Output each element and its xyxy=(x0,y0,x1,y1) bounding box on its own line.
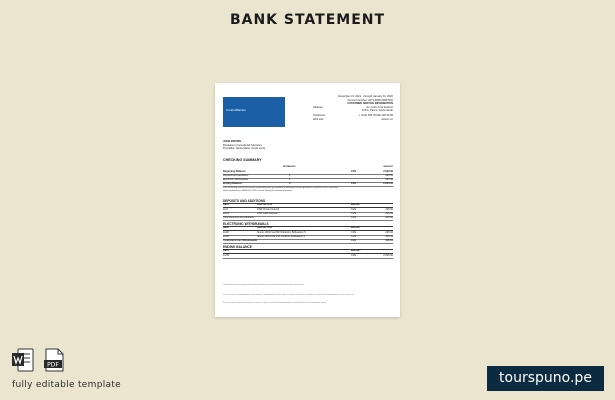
address-label: Address: xyxy=(313,105,324,109)
withdrawals-title: ELECTRONIC WITHDRAWALS xyxy=(223,222,393,227)
withdrawal-description: Suicio 10/02 Ga 803 Dofatdom Bofleasion 5 xyxy=(257,231,306,234)
fine-print: In case of errors or questions about your electronic funds transfers: call or write us at the phone number or address on the front of this statement as soon as you can. xyxy=(223,294,355,296)
telephone-label: Telephone: xyxy=(313,113,326,117)
customer-line2: Proviteller, Santa Maria, Costa verde xyxy=(223,147,266,150)
checking-summary-header xyxy=(223,166,393,169)
customer-line1: Brookdeno Consulta Elí Samicore xyxy=(223,144,262,147)
ending-date: 11/30 xyxy=(223,254,230,257)
col-amount: AMOUNT xyxy=(351,227,361,229)
withdrawal-currency: CVE xyxy=(351,231,357,234)
address-line2: 125 A, Pasco, Costa Verde xyxy=(361,109,393,113)
service-info-title: CUSTOMER SERVICE INFORMATION xyxy=(347,102,393,106)
svg-text:PDF: PDF xyxy=(47,361,59,369)
withdrawals-total-label: Total Electronic Withdrawals xyxy=(223,239,257,242)
deposit-amount: 200.50 xyxy=(385,212,393,215)
col-amount: AMOUNT xyxy=(351,204,361,206)
withdrawal-amount: 320.50 xyxy=(385,235,393,238)
summary-amount: 425.50 xyxy=(385,174,393,177)
withdrawals-total-row xyxy=(223,239,393,244)
summary-label: Deposits and additions xyxy=(223,174,249,177)
withdrawal-description: Suicio 10/14 Dat 253 Gofabon Bofleasion 5 xyxy=(257,235,305,238)
ending-amount: 2,825.00 xyxy=(383,254,393,257)
checking-summary-title: CHECKING SUMMARY xyxy=(223,158,262,162)
address-value: Av. Colón 5 de Febrero xyxy=(366,105,393,109)
summary-currency: CVE xyxy=(351,170,357,173)
col-amount: AMOUNT xyxy=(383,166,393,168)
summary-amount: 2,000.00 xyxy=(383,170,393,173)
withdrawal-date: 11/20 xyxy=(223,231,230,234)
word-icon xyxy=(12,348,34,372)
account-number: Account Number: 2074-9966-00657632 xyxy=(347,98,393,102)
deposit-currency: CVE xyxy=(351,208,357,211)
deposits-title: DEPOSITS AND ADDITIONS xyxy=(223,199,393,204)
ending-currency: CVE xyxy=(351,254,357,257)
col-date: DATE xyxy=(223,204,229,206)
withdrawals-total-amount: 545.50 xyxy=(385,239,393,242)
summary-label: Electronic Withdrawals xyxy=(223,178,249,181)
deposit-amount: 225.00 xyxy=(385,208,393,211)
bank-logo-text: ContentBankia xyxy=(226,108,246,112)
withdrawal-date: 11/26 xyxy=(223,235,230,238)
summary-instances: 2 xyxy=(289,174,291,177)
deposit-description: ATM Cash Deposit xyxy=(257,212,278,215)
deposits-total-amount: 425.50 xyxy=(385,216,393,219)
brand-badge[interactable]: tourspuno.pe xyxy=(487,366,604,391)
ending-balance-row xyxy=(223,254,393,259)
page-title: BANK STATEMENT xyxy=(229,12,386,28)
bank-logo xyxy=(223,97,285,127)
col-date: DATE xyxy=(223,250,229,252)
editable-template-label: fully editable template xyxy=(12,380,121,390)
deposits-total-label: Total Deposits and Additions xyxy=(223,216,255,219)
statement-period: December 31, 2021 · through January 01, 2020 xyxy=(338,95,393,98)
col-date: DATE xyxy=(223,227,229,229)
summary-instances: 4 xyxy=(289,182,291,185)
fine-print: The statement was originally printed in this format for your records and information about your account. xyxy=(223,284,305,286)
deposit-date: 11/3 xyxy=(223,208,228,211)
fine-print: If you think your statement or receipt is incorrect or if you need more information about a transfer listed on the statement or receipt. xyxy=(223,302,327,304)
deposits-total-row xyxy=(223,216,393,221)
deposit-currency: CVE xyxy=(351,212,357,215)
summary-note: Your Checking account has been waived because you made the following Checking Balance of $500.00 for a minimum checking balance of $300.00 CVE or more during the statement period. xyxy=(223,187,338,192)
withdrawal-amount: 225.00 xyxy=(385,231,393,234)
col-description: DESCRIPTION xyxy=(257,204,272,206)
deposit-date: 11/13 xyxy=(223,212,230,215)
col-instances: INSTANCES xyxy=(283,166,296,168)
summary-amount: 545.50 xyxy=(385,178,393,181)
summary-instances: 2 xyxy=(289,178,291,181)
deposits-total-currency: CVE xyxy=(351,216,357,219)
statement-header xyxy=(313,95,393,121)
customer-name: JOHN BROWN xyxy=(223,140,242,143)
withdrawal-currency: CVE xyxy=(351,235,357,238)
summary-label: Ending Balance xyxy=(223,182,242,185)
bank-statement-document xyxy=(215,83,400,317)
telephone-value: + (123) 456 78 900 100 96 99 xyxy=(358,113,393,117)
summary-label: Beginning Balance xyxy=(223,170,246,173)
website-value: www.fc.co xyxy=(381,117,393,121)
col-description: DESCRIPTION xyxy=(257,227,272,229)
website-label: Web site: xyxy=(313,117,324,121)
withdrawals-total-currency: CVE xyxy=(351,239,357,242)
deposit-description: ATM Check Deposit xyxy=(257,208,280,211)
col-amount: AMOUNT xyxy=(351,250,361,252)
ending-balance-title: ENDING BALANCE xyxy=(223,245,393,250)
summary-currency: CVE xyxy=(351,182,357,185)
summary-amount: 2,825.00 xyxy=(383,182,393,185)
pdf-icon xyxy=(43,348,65,372)
